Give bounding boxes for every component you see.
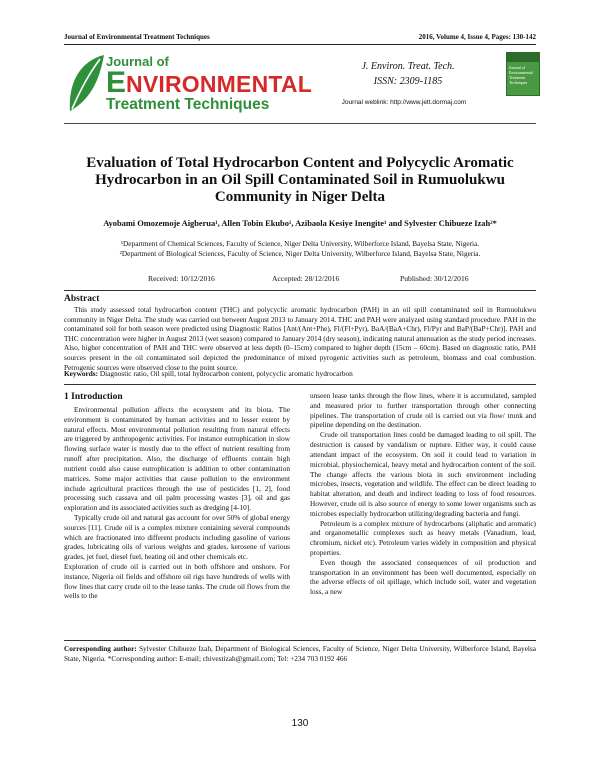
- body-column-left: [64, 391, 290, 601]
- paragraph: Petroleum is a complex mixture of hydrocarbons (aliphatic and aromatic) and organometallic complexes such as heavy metals (Vanadium, lead, chromium, nickel etc). Petroleum varies widely in composition and physical properties.: [310, 518, 536, 557]
- paragraph: unseen lease tanks through the flow lines, where it is accumulated, sampled and measured prior to further transportation through other connecting pipelines. The transportation of crude oil is carried out via flow/ trunk and pipeline depending on the destination.: [310, 391, 536, 430]
- journal-meta: [318, 59, 498, 89]
- paragraph: Exploration of crude oil is carried out in both offshore and onshore. For instance, Nigeria oil fields and offshore oil rigs have hundreds of wells with flow lines that carry crude oil to the lease tanks. The crude oil flows from the wells to the: [64, 562, 290, 601]
- corresponding-author-note: [64, 644, 536, 663]
- logo-line-2: [106, 66, 312, 100]
- journal-abbrev: J. Environ. Treat. Tech.: [361, 61, 455, 72]
- masthead-divider: [64, 123, 536, 124]
- abstract-divider: [64, 384, 536, 385]
- logo-word-environmental: NVIRONMENTAL: [126, 71, 312, 97]
- journal-cover-thumbnail: [506, 52, 540, 96]
- date-published: Published: 30/12/2016: [400, 274, 469, 283]
- corresponding-author-label: Corresponding author:: [64, 644, 137, 653]
- paragraph: Even though the associated consequences of oil production and transportation in an environment has been well documented, especially on the adverse effects of oil spillage, which include soil, water and vegetation loss, a new: [310, 557, 536, 597]
- corresponding-author-text: Sylvester Chibueze Izah, Department of Biological Sciences, Faculty of Science, Niger Delta University, Wilberforce Island, Bayelsa State, Nigeria. *Corresponding author: E-mail; chivestizah@gmail.com; Tel: +234 703 0192 466: [64, 644, 536, 663]
- journal-logo: [66, 53, 312, 115]
- date-accepted: Accepted: 28/12/2016: [272, 274, 340, 283]
- paragraph: Environmental pollution affects the ecosystem and its biota. The environment is contaminated by human activities and to lesser extent by natural effects. Most environmental pollution resulting from natural effects are triggered by anthropogenic activities. For instance eutrophication in slow flowing surface water is mostly due to the effect of nutrient resulting from runoff after precipitation. Also, the discharge of effluents contain high nutrient could also cause eutrophication is addition to other contamination matrices. Some major activities that cause pollution to the environment include agricultural practices through the use of pesticides [1, 2], food processing such cassava and oil palm processing wastes [3], oil and gas exploration and its associated activities such as dredging [4-10].: [64, 405, 290, 513]
- cover-title: Journal of Environmental Treatment Techniques: [509, 65, 533, 85]
- running-header-issue: 2016, Volume 4, Issue 4, Pages: 130-142: [418, 33, 536, 41]
- logo-line-3: Treatment Techniques: [106, 96, 270, 113]
- section-heading-introduction: 1 Introduction: [64, 392, 123, 402]
- leaf-icon: [66, 53, 106, 115]
- journal-issn: ISSN: 2309-1185: [373, 76, 443, 87]
- page-number: 130: [291, 718, 309, 729]
- abstract-heading: Abstract: [64, 294, 100, 304]
- keywords: [64, 369, 536, 378]
- dates-divider: [64, 290, 536, 291]
- logo-line-1: Journal of: [106, 54, 169, 69]
- date-received: Received: 10/12/2016: [148, 274, 215, 283]
- paragraph: Crude oil transportation lines could be damaged leading to oil spill. The destruction is caused by vandalism or rupture. Either way, it could cause attendant impact of the ecosystem. On soil it could lead to variation in microbial, physiochemical, heavy metal and hydrocarbon content of the soil. The change affects the various biota in such environment including microbes, insects, vegetation and wildlife. The effect can be direct leading to habitat alteration, and death and indirect leading to loss of food resources. However, crude oil is also source of energy to some lower organisms such as microbes especially hydrocarbon utilizing/degrading bacteria and fungi.: [310, 430, 536, 518]
- affiliation-2: ²Department of Biological Sciences, Faculty of Science, Niger Delta University, Wilberforce Island, Bayelsa State, Nigeria.: [119, 249, 481, 258]
- header-divider: [64, 44, 536, 45]
- journal-weblink[interactable]: Journal weblink: http://www.jett.dormaj.com: [341, 99, 467, 106]
- logo-letter-e: E: [106, 66, 127, 99]
- abstract-text: This study assessed total hydrocarbon content (THC) and polycyclic aromatic hydrocarbon (PAH) in an oil spill contaminated soil in Rumuolukwu community in Niger Delta. The study was carried out between August 2013 to January 2014. THC and PAH were analyzed using standard procedure. PAH in the contaminated soil for both season were predicted using Diagnostic Ratios [Ant/(Ant+Phe), Fl/(Fl+Pyr), BaA/(BaA+Chr), Fl/Pyr and BaP/(BaP+Chr)]. PAH and THC concentration were higher in August 2013 (wet season) compared to January 2014 (dry season), indicating natural attenuation as the study period increases. Also, higher concentration of PAH and THC were observed at less depth (0–15cm) compared to higher depth (15cm – 60cm). Based on diagnostic ratio, PAH sources present in the oil contaminated soil depicted the predominance of mixed pyrogenic activities such as petroleum, biomass and coal combustion. Petrogenic sources were observed close to the point source.: [64, 305, 536, 372]
- paragraph: Typically crude oil and natural gas account for over 50% of global energy sources [11]. Crude oil is a complex mixture containing several compounds which are fractionated into different products including gasoline of various grades, lubricating oils of various weights and grades, kerosene of various grades, jet fuel, diesel fuel, heating oil and other chemicals etc.: [64, 512, 290, 562]
- affiliation-1: ¹Department of Chemical Sciences, Faculty of Science, Niger Delta University, Wilberforce Island, Bayelsa State, Nigeria.: [120, 239, 480, 248]
- body-column-right: [310, 391, 536, 597]
- footnote-divider: [64, 640, 536, 641]
- keywords-label: Keywords:: [64, 369, 99, 378]
- keywords-text: Diagnostic ratio, Oil spill, total hydrocarbon content, polycyclic aromatic hydrocarbon: [98, 369, 353, 378]
- paper-title: Evaluation of Total Hydrocarbon Content and Polycyclic Aromatic Hydrocarbon in an Oil Spill Contaminated Soil in Rumuolukwu Community in Niger Delta: [86, 155, 514, 205]
- running-header-journal: Journal of Environmental Treatment Techniques: [64, 33, 210, 41]
- author-list: Ayobami Omozemoje Aigberua¹, Allen Tobin Ekubo¹, Azibaola Kesiye Inengite¹ and Sylvester Chibueze Izah²*: [103, 219, 497, 228]
